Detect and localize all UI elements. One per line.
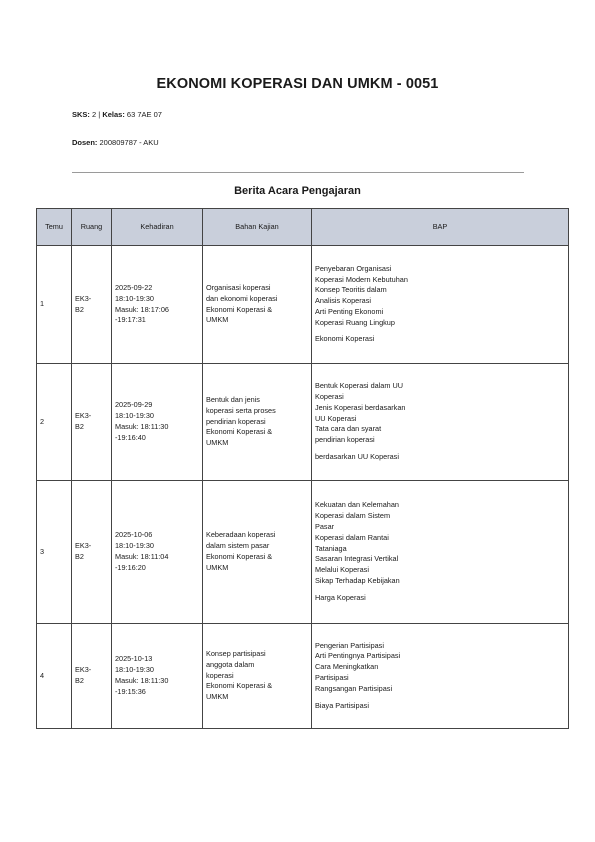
- lecturer-line: [72, 138, 159, 147]
- cell-ruang: EK3- B2: [72, 481, 112, 624]
- bap-line: Pengerian Partisipasi: [315, 640, 384, 650]
- bap-line: Biaya Partisipasi: [315, 700, 369, 710]
- cell-bahan-kajian: Organisasi koperasi dan ekonomi koperasi Ekonomi Koperasi & UMKM: [203, 246, 312, 364]
- bap-line: Koperasi Ruang Lingkup: [315, 317, 395, 327]
- cell-kehadiran: 2025-10-13 18:10-19:30 Masuk: 18:11:30 -19:15:36: [112, 624, 203, 729]
- bap-line: Sikap Terhadap Kebijakan: [315, 575, 400, 585]
- table-row: [37, 364, 569, 481]
- cell-bap: [312, 624, 569, 729]
- bap-line: Partisipasi: [315, 673, 349, 682]
- bap-line: Harga Koperasi: [315, 592, 366, 602]
- header-bap: BAP: [312, 209, 569, 246]
- cell-ruang: EK3- B2: [72, 364, 112, 481]
- bap-line: Konsep Teoritis dalam: [315, 285, 387, 295]
- cell-temu: 2: [37, 364, 72, 481]
- cell-temu: 1: [37, 246, 72, 364]
- sks-value: 2 |: [92, 110, 103, 119]
- bap-line: Arti Pentingnya Partisipasi: [315, 651, 401, 661]
- bap-line: Koperasi dalam Rantai: [315, 532, 389, 542]
- bap-line: Rangsangan Partisipasi: [315, 683, 393, 693]
- cell-kehadiran: 2025-09-22 18:10-19:30 Masuk: 18:17:06 -19:17:31: [112, 246, 203, 364]
- cell-ruang: EK3- B2: [72, 246, 112, 364]
- header-bahan-kajian: Bahan Kajian: [203, 209, 312, 246]
- divider: [72, 172, 524, 173]
- cell-bahan-kajian: Keberadaan koperasi dalam sistem pasar Ekonomi Koperasi & UMKM: [203, 481, 312, 624]
- sks-label: SKS:: [72, 110, 90, 119]
- bap-line: Melalui Koperasi: [315, 565, 369, 575]
- kelas-value: 63 7AE 07: [126, 110, 162, 119]
- bap-line: Koperasi Modern Kebutuhan: [315, 274, 408, 284]
- bap-line: Analisis Koperasi: [315, 296, 371, 306]
- bap-line: Cara Meningkatkan: [315, 662, 379, 672]
- header-temu: Temu: [37, 209, 72, 246]
- cell-temu: 3: [37, 481, 72, 624]
- bap-line: UU Koperasi: [315, 413, 357, 423]
- teaching-record-table: [36, 208, 569, 729]
- bap-line: Jenis Koperasi berdasarkan: [315, 402, 406, 412]
- kelas-label: Kelas:: [102, 110, 125, 119]
- bap-line: berdasarkan UU Koperasi: [315, 451, 399, 461]
- cell-kehadiran: 2025-09-29 18:10-19:30 Masuk: 18:11:30 -19:16:40: [112, 364, 203, 481]
- cell-bap: [312, 364, 569, 481]
- course-meta-line: [72, 110, 162, 119]
- bap-line: Penyebaran Organisasi: [315, 263, 392, 273]
- cell-temu: 4: [37, 624, 72, 729]
- cell-bahan-kajian: Bentuk dan jenis koperasi serta proses pendirian koperasi Ekonomi Koperasi & UMKM: [203, 364, 312, 481]
- section-title: Berita Acara Pengajaran: [234, 185, 361, 197]
- table-header-row: [37, 209, 569, 246]
- bap-line: pendirian koperasi: [315, 435, 375, 445]
- dosen-value: 200809787 - AKU: [99, 138, 159, 147]
- bap-line: Tataniaga: [315, 543, 347, 553]
- cell-bap: [312, 246, 569, 364]
- bap-line: Kekuatan dan Kelemahan: [315, 500, 399, 510]
- table-row: [37, 246, 569, 364]
- bap-line: Bentuk Koperasi dalam UU: [315, 381, 404, 391]
- bap-line: Ekonomi Koperasi: [315, 334, 375, 344]
- cell-bahan-kajian: Konsep partisipasi anggota dalam koperasi Ekonomi Koperasi & UMKM: [203, 624, 312, 729]
- cell-bap: [312, 481, 569, 624]
- table-row: [37, 481, 569, 624]
- dosen-label: Dosen:: [72, 138, 98, 147]
- page-title: EKONOMI KOPERASI DAN UMKM - 0051: [156, 76, 439, 92]
- header-kehadiran: Kehadiran: [112, 209, 203, 246]
- bap-line: Arti Penting Ekonomi: [315, 306, 384, 316]
- cell-kehadiran: 2025-10-06 18:10-19:30 Masuk: 18:11:04 -19:16:20: [112, 481, 203, 624]
- bap-line: Pasar: [315, 522, 335, 531]
- header-ruang: Ruang: [72, 209, 112, 246]
- bap-line: Koperasi: [315, 392, 344, 401]
- bap-line: Koperasi dalam Sistem: [315, 511, 391, 521]
- bap-line: Tata cara dan syarat: [315, 424, 382, 434]
- cell-ruang: EK3- B2: [72, 624, 112, 729]
- table-row: [37, 624, 569, 729]
- bap-line: Sasaran Integrasi Vertikal: [315, 554, 399, 564]
